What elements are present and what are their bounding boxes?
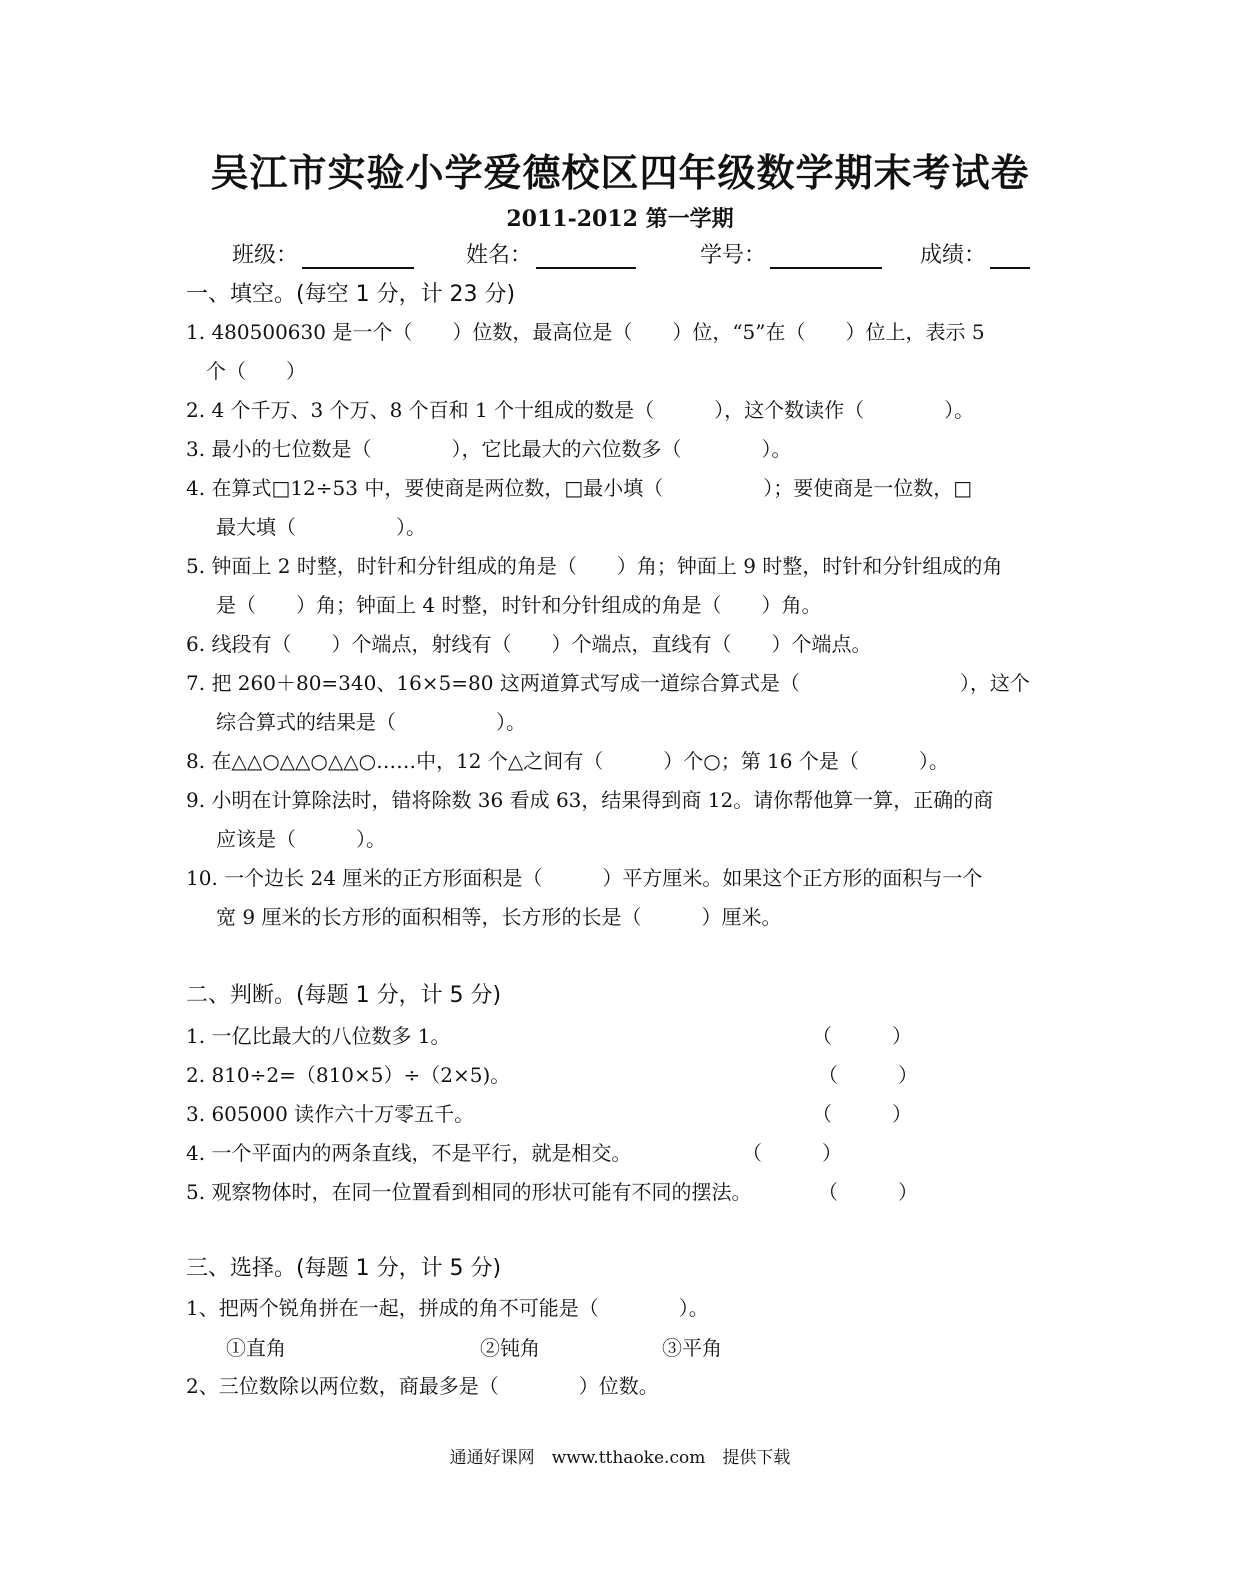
question-line: 9. 小明在计算除法时，错将除数 36 看成 63，结果得到商 12。请你帮他算一算，正确的商 bbox=[186, 788, 994, 812]
question-1-5 bbox=[186, 547, 1046, 625]
question-line: 个（ ） bbox=[206, 359, 306, 383]
question-line: 最大填（ ）。 bbox=[216, 515, 426, 539]
answer-paren[interactable]: （ ） bbox=[818, 1063, 918, 1087]
name-blank[interactable] bbox=[536, 241, 636, 269]
question-1-1 bbox=[186, 313, 1046, 391]
student-id-blank[interactable] bbox=[770, 241, 882, 269]
question-1-7 bbox=[186, 664, 1046, 742]
question-1-10 bbox=[186, 859, 1046, 937]
question-1-2 bbox=[186, 391, 1046, 430]
question-1-4 bbox=[186, 469, 1046, 547]
question-1-3 bbox=[186, 430, 1046, 469]
student-id-label: 学号： bbox=[700, 243, 767, 268]
question-line: 7. 把 260＋80=340、16×5=80 这两道算式写成一道综合算式是（ ），这个 bbox=[186, 671, 1030, 695]
question-line: 2. 4 个千万、3 个万、8 个百和 1 个十组成的数是（ ），这个数读作（ ）。 bbox=[186, 398, 975, 422]
question-line: 6. 线段有（ ）个端点，射线有（ ）个端点，直线有（ ）个端点。 bbox=[186, 632, 872, 656]
question-1-6 bbox=[186, 625, 1046, 664]
section2-heading: 二、判断。(每题 1 分，计 5 分) bbox=[186, 983, 502, 1008]
score-label: 成绩： bbox=[920, 243, 987, 268]
question-line: 1. 480500630 是一个（ ）位数，最高位是（ ）位，“5”在（ ）位上，表示 5 bbox=[186, 320, 985, 344]
exam-subtitle: 2011-2012 第一学期 bbox=[506, 206, 734, 232]
score-blank[interactable] bbox=[990, 241, 1030, 269]
judge-item-5: 5. 观察物体时，在同一位置看到相同的形状可能有不同的摆法。 bbox=[186, 1180, 752, 1204]
judge-item-4: 4. 一个平面内的两条直线，不是平行，就是相交。 bbox=[186, 1141, 632, 1165]
score-field bbox=[920, 238, 1050, 269]
question-line: 3. 最小的七位数是（ ），它比最大的六位数多（ ）。 bbox=[186, 437, 792, 461]
judge-item-2: 2. 810÷2=（810×5）÷（2×5)。 bbox=[186, 1063, 511, 1087]
question-line: 应该是（ ）。 bbox=[216, 827, 386, 851]
choice-question-2: 2、三位数除以两位数，商最多是（ ）位数。 bbox=[186, 1374, 659, 1398]
section3-heading: 三、选择。(每题 1 分，计 5 分) bbox=[186, 1256, 502, 1281]
class-label: 班级： bbox=[232, 243, 299, 268]
judge-item-3: 3. 605000 读作六十万零五千。 bbox=[186, 1102, 475, 1126]
choice-option[interactable]: ①直角 bbox=[226, 1336, 286, 1360]
class-field bbox=[232, 238, 466, 269]
choice-option[interactable]: ③平角 bbox=[662, 1336, 722, 1360]
question-1-9 bbox=[186, 781, 1046, 859]
answer-paren[interactable]: （ ） bbox=[742, 1141, 842, 1165]
question-line: 10. 一个边长 24 厘米的正方形面积是（ ）平方厘米。如果这个正方形的面积与一个 bbox=[186, 866, 983, 890]
name-field bbox=[466, 238, 700, 269]
question-line: 是（ ）角；钟面上 4 时整，时针和分针组成的角是（ ）角。 bbox=[216, 593, 822, 617]
answer-paren[interactable]: （ ） bbox=[812, 1102, 912, 1126]
answer-paren[interactable]: （ ） bbox=[818, 1180, 918, 1204]
choice-question-1: 1、把两个锐角拼在一起，拼成的角不可能是（ ）。 bbox=[186, 1296, 709, 1320]
question-line: 5. 钟面上 2 时整，时针和分针组成的角是（ ）角；钟面上 9 时整，时针和分针组成的角 bbox=[186, 554, 1003, 578]
choice-option[interactable]: ②钝角 bbox=[480, 1336, 540, 1360]
section1-heading: 一、填空。(每空 1 分，计 23 分) bbox=[186, 282, 516, 307]
class-blank[interactable] bbox=[302, 241, 414, 269]
judge-item-1: 1. 一亿比最大的八位数多 1。 bbox=[186, 1024, 451, 1048]
student-id-field bbox=[700, 238, 920, 269]
exam-title: 吴江市实验小学爱德校区四年级数学期末考试卷 bbox=[210, 151, 1030, 195]
question-line: 8. 在△△○△△○△△○……中，12 个△之间有（ ）个○；第 16 个是（ ）。 bbox=[186, 749, 949, 773]
student-info-row bbox=[232, 238, 1052, 269]
question-line: 宽 9 厘米的长方形的面积相等，长方形的长是（ ）厘米。 bbox=[216, 905, 782, 929]
answer-paren[interactable]: （ ） bbox=[812, 1024, 912, 1048]
name-label: 姓名： bbox=[466, 243, 533, 268]
question-1-8 bbox=[186, 742, 1046, 781]
question-line: 综合算式的结果是（ ）。 bbox=[216, 710, 526, 734]
footer-credit: 通通好课网 www.tthaoke.com 提供下载 bbox=[449, 1448, 791, 1468]
question-line: 4. 在算式□12÷53 中，要使商是两位数，□最小填（ ）；要使商是一位数，□ bbox=[186, 476, 973, 500]
